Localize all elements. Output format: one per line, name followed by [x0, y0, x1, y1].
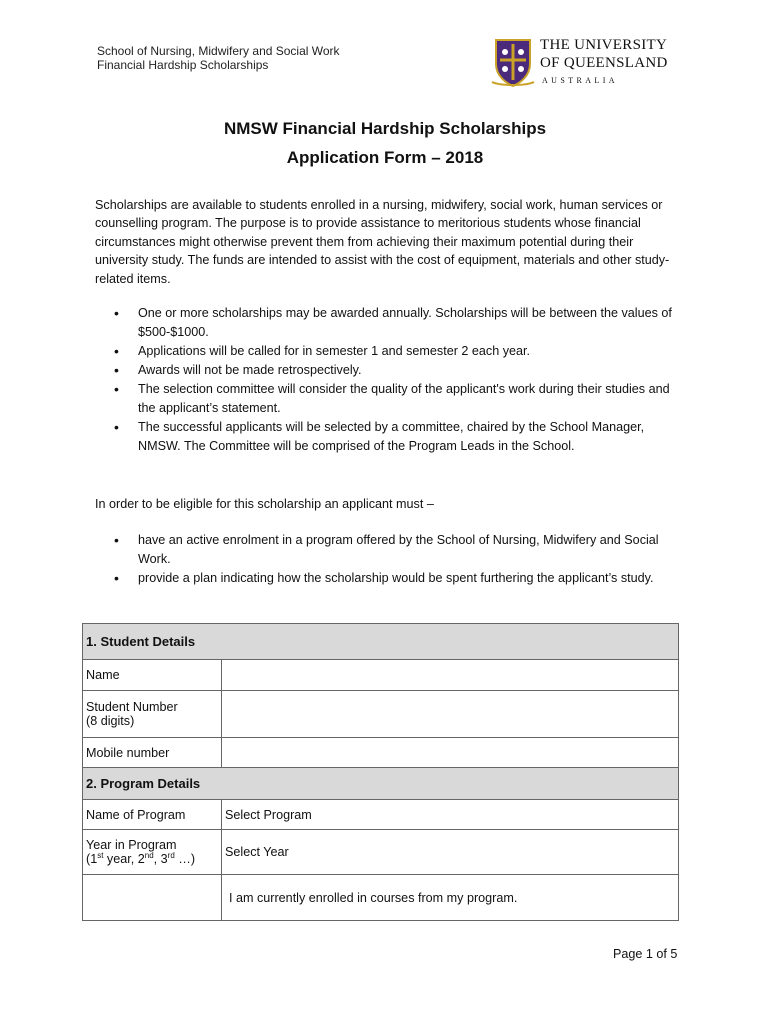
name-label: Name	[83, 660, 222, 691]
section-header-program-details: 2. Program Details	[83, 768, 679, 800]
list-item: • Applications will be called for in semester 1 and semester 2 each year.	[95, 342, 685, 361]
list-item: • The successful applicants will be selected by a committee, chaired by the School Manager, NMSW. The Committee will be comprised of the Program Leads in the School.	[95, 418, 685, 456]
university-logo	[490, 36, 680, 88]
table-row	[83, 830, 679, 875]
table-row	[83, 691, 679, 738]
page-number: Page 1 of 5	[613, 947, 678, 961]
university-name-line1: THE UNIVERSITY	[540, 37, 668, 53]
eligibility-list	[95, 531, 685, 588]
program-select[interactable]: Select Program	[222, 800, 679, 830]
scholarship-conditions-list	[95, 304, 685, 456]
table-row	[83, 660, 679, 691]
header-subtitle: Financial Hardship Scholarships	[97, 58, 269, 72]
document-header	[97, 44, 340, 72]
page-subtitle: Application Form – 2018	[286, 148, 484, 167]
enrolled-statement: I am currently enrolled in courses from my program.	[222, 875, 679, 921]
list-item: • provide a plan indicating how the scholarship would be spent furthering the applicant’s study.	[95, 569, 685, 588]
name-field[interactable]	[222, 660, 679, 691]
table-row	[83, 738, 679, 768]
program-label: Name of Program	[83, 800, 222, 830]
school-name: School of Nursing, Midwifery and Social Work	[97, 44, 340, 58]
mobile-label: Mobile number	[83, 738, 222, 768]
student-number-field[interactable]	[222, 691, 679, 738]
list-item: • have an active enrolment in a program offered by the School of Nursing, Midwifery and Social Work.	[95, 531, 685, 569]
university-name-line2: OF QUEENSLAND	[540, 55, 668, 71]
section-header-student-details: 1. Student Details	[83, 624, 679, 660]
list-item: • Awards will not be made retrospectively.	[95, 361, 685, 380]
eligibility-intro: In order to be eligible for this scholarship an applicant must –	[95, 497, 434, 511]
list-item: • The selection committee will consider the quality of the applicant's work during their studies and the applicant’s statement.	[95, 380, 685, 418]
university-country: AUSTRALIA	[542, 76, 618, 85]
table-row	[83, 875, 679, 921]
list-item: • One or more scholarships may be awarded annually. Scholarships will be between the values of $500-$1000.	[95, 304, 685, 342]
page-title: NMSW Financial Hardship Scholarships	[223, 119, 547, 138]
intro-paragraph: Scholarships are available to students enrolled in a nursing, midwifery, social work, human services or counselling program. The purpose is to provide assistance to meritorious students whose financial circumstances might otherwise prevent them from achieving their maximum potential during their university study. The funds are intended to assist with the cost of equipment, materials and other study-related items.	[95, 198, 670, 286]
application-form-table	[82, 623, 679, 921]
student-number-label: Student Number (8 digits)	[83, 691, 222, 738]
year-label: Year in Program (1st year, 2nd, 3rd …)	[83, 830, 222, 875]
enrolled-checkbox-cell[interactable]	[83, 875, 222, 921]
mobile-field[interactable]	[222, 738, 679, 768]
crest-icon	[490, 36, 536, 88]
year-select[interactable]: Select Year	[222, 830, 679, 875]
table-row	[83, 800, 679, 830]
